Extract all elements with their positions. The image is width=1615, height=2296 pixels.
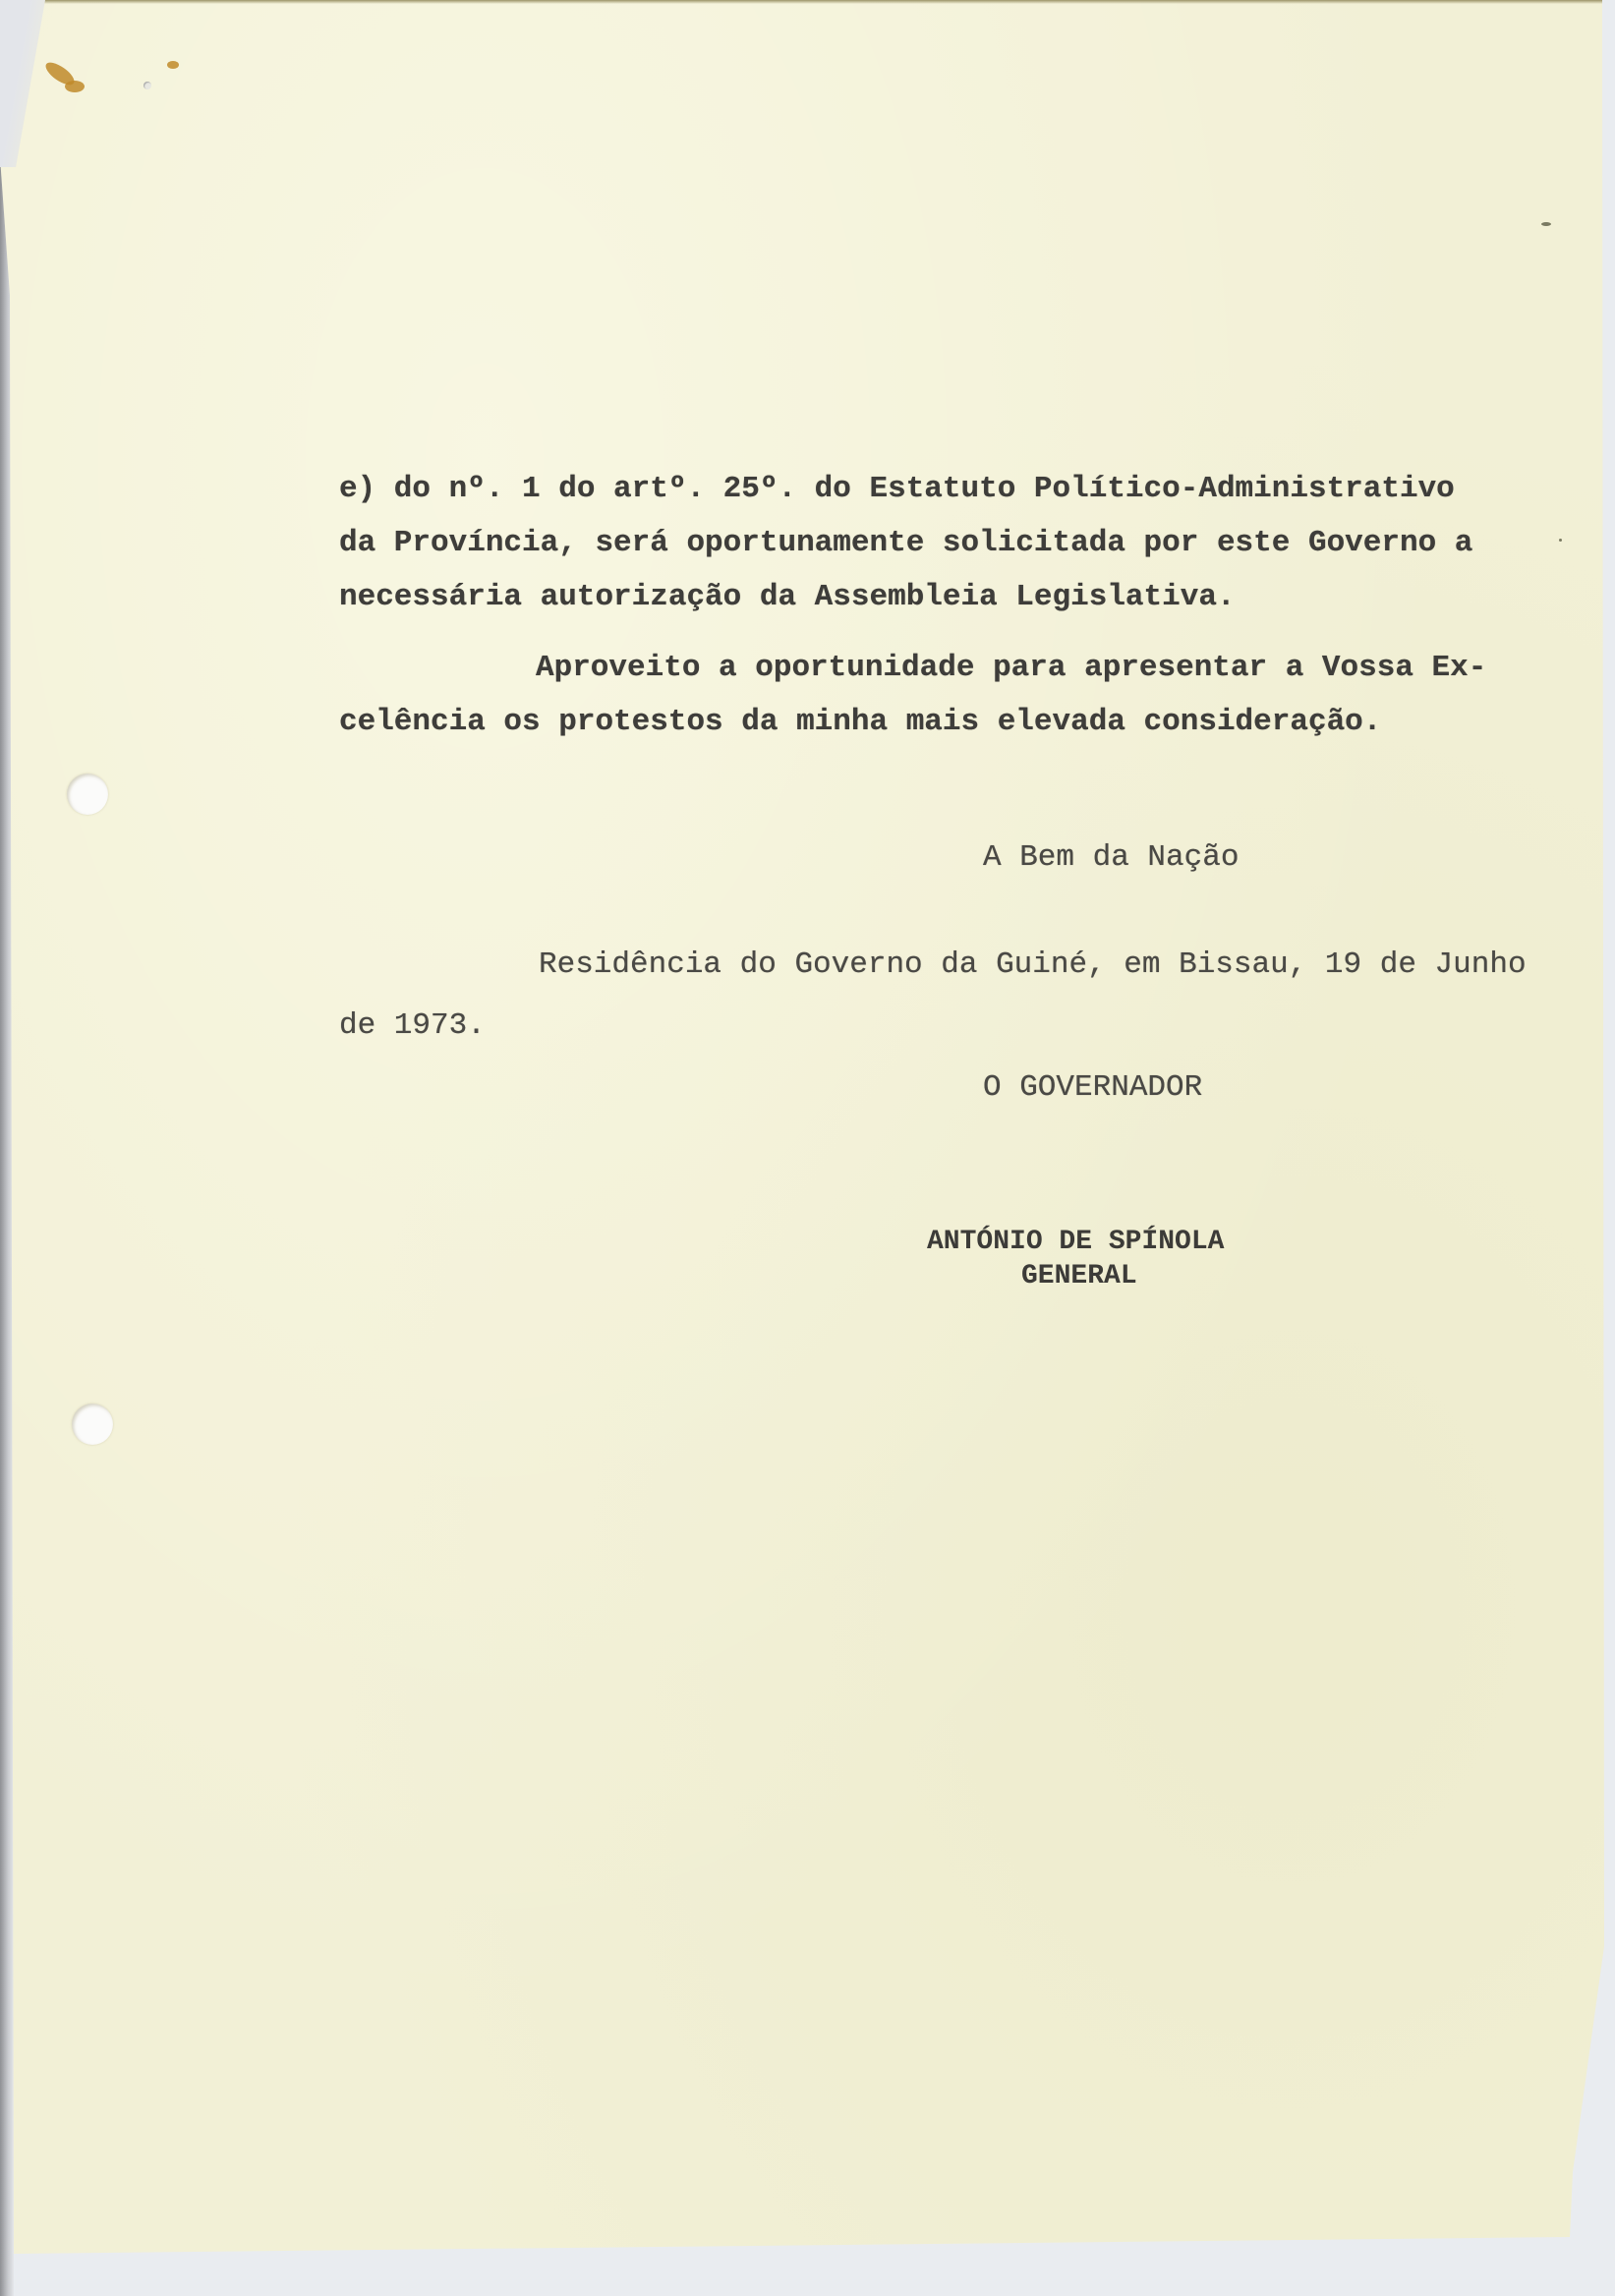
page-top-edge	[39, 0, 1602, 4]
place-date-line: de 1973.	[339, 1008, 486, 1043]
speck	[1559, 539, 1562, 542]
rust-stain	[167, 61, 179, 69]
rust-stain	[65, 81, 85, 92]
body-text-line: celência os protestos da minha mais elevada consideração.	[339, 705, 1382, 739]
speck	[1541, 222, 1551, 226]
body-text-line: da Província, será oportunamente solicitada por este Governo a	[339, 526, 1473, 560]
signatory-title: O GOVERNADOR	[983, 1070, 1203, 1105]
punch-hole-lower	[72, 1404, 113, 1445]
closing-salutation: A Bem da Nação	[983, 840, 1240, 875]
body-text-line: e) do nº. 1 do artº. 25º. do Estatuto Político-Administrativo	[339, 472, 1455, 506]
body-text-line: Aproveito a oportunidade para apresentar a Vossa Ex-	[536, 651, 1487, 685]
signature-name: ANTÓNIO DE SPÍNOLA	[927, 1227, 1225, 1257]
punch-hole-upper	[67, 774, 108, 815]
staple-hole	[144, 82, 151, 89]
place-date-line: Residência do Governo da Guiné, em Bissau, 19 de Junho	[539, 947, 1527, 982]
signature-rank: GENERAL	[1021, 1261, 1137, 1292]
body-text-line: necessária autorização da Assembleia Legislativa.	[339, 580, 1236, 614]
